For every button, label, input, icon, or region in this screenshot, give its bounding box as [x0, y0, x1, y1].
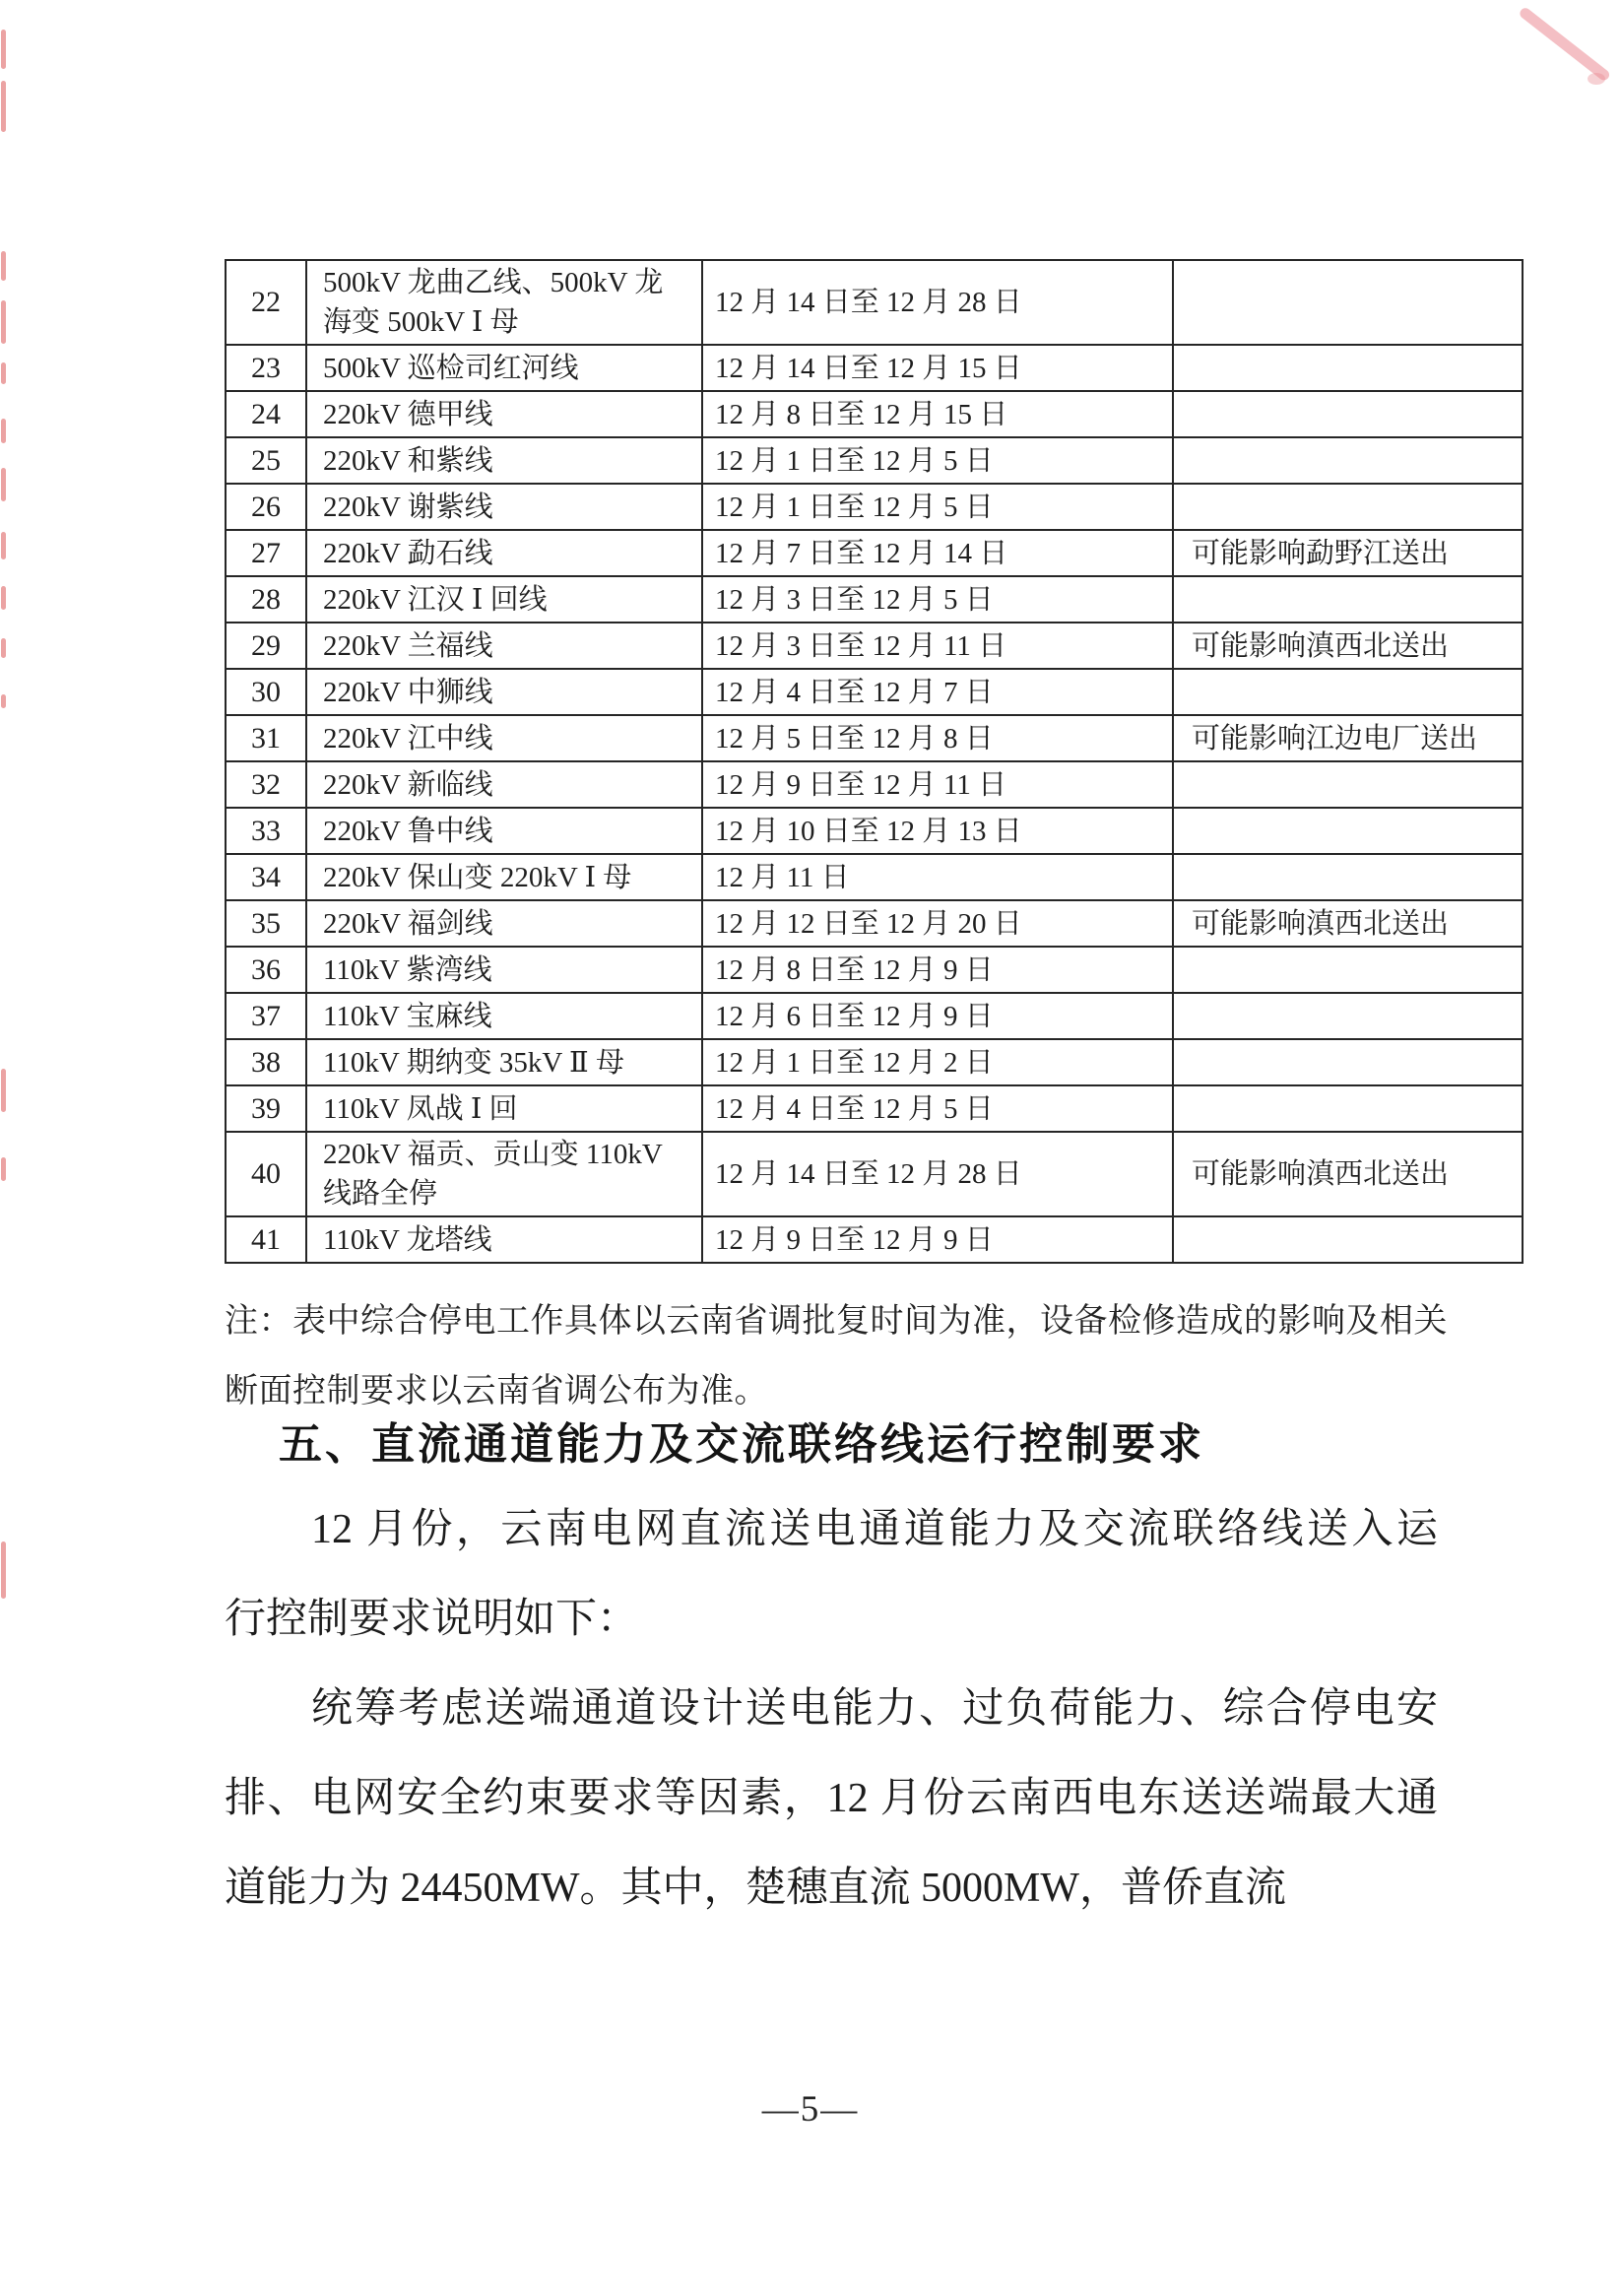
cell-impact-note: 可能影响滇西北送出 — [1173, 623, 1523, 669]
table-row — [226, 260, 1523, 345]
cell-line-name: 110kV 凤战 Ⅰ 回 — [306, 1085, 702, 1132]
body-paragraph-line: 道能力为 24450MW。其中，楚穗直流 5000MW，普侨直流 — [225, 1866, 1286, 1911]
cell-line-name: 220kV 谢紫线 — [306, 484, 702, 530]
cell-line-name: 220kV 保山变 220kV Ⅰ 母 — [306, 854, 702, 900]
scan-artifact — [1, 1542, 6, 1599]
cell-impact-note — [1173, 260, 1523, 345]
table-row — [226, 854, 1523, 900]
cell-row-number: 34 — [226, 854, 306, 900]
cell-outage-dates: 12 月 4 日至 12 月 5 日 — [702, 1085, 1173, 1132]
scan-artifact — [1, 81, 6, 132]
cell-impact-note — [1173, 947, 1523, 993]
page-number: —5— — [761, 2089, 860, 2130]
table-row — [226, 761, 1523, 808]
cell-impact-note — [1173, 808, 1523, 854]
cell-row-number: 30 — [226, 669, 306, 715]
section-heading: 五、直流通道能力及交流联络线运行控制要求 — [279, 1420, 1204, 1469]
cell-impact-note: 可能影响江边电厂送出 — [1173, 715, 1523, 761]
cell-line-name: 220kV 江汉 Ⅰ 回线 — [306, 576, 702, 623]
scan-artifact — [1, 468, 6, 501]
cell-outage-dates: 12 月 14 日至 12 月 28 日 — [702, 260, 1173, 345]
scan-artifact-streak — [1518, 6, 1611, 83]
cell-impact-note — [1173, 437, 1523, 484]
table-footnote-line: 断面控制要求以云南省调公布为准。 — [225, 1373, 768, 1410]
cell-row-number: 29 — [226, 623, 306, 669]
cell-outage-dates: 12 月 14 日至 12 月 28 日 — [702, 1132, 1173, 1216]
cell-outage-dates: 12 月 1 日至 12 月 5 日 — [702, 437, 1173, 484]
body-paragraph-line: 统筹考虑送端通道设计送电能力、过负荷能力、综合停电安 — [311, 1686, 1438, 1732]
scan-artifact — [1, 362, 6, 384]
cell-impact-note: 可能影响勐野江送出 — [1173, 530, 1523, 576]
cell-row-number: 27 — [226, 530, 306, 576]
cell-row-number: 37 — [226, 993, 306, 1039]
cell-row-number: 36 — [226, 947, 306, 993]
cell-line-name: 110kV 龙塔线 — [306, 1216, 702, 1263]
table-row — [226, 1216, 1523, 1263]
cell-outage-dates: 12 月 8 日至 12 月 15 日 — [702, 391, 1173, 437]
cell-impact-note: 可能影响滇西北送出 — [1173, 900, 1523, 947]
cell-outage-dates: 12 月 12 日至 12 月 20 日 — [702, 900, 1173, 947]
cell-line-name: 110kV 宝麻线 — [306, 993, 702, 1039]
cell-outage-dates: 12 月 11 日 — [702, 854, 1173, 900]
cell-impact-note — [1173, 391, 1523, 437]
body-paragraph-line: 12 月份，云南电网直流送电通道能力及交流联络线送入运 — [311, 1507, 1438, 1552]
cell-outage-dates: 12 月 9 日至 12 月 11 日 — [702, 761, 1173, 808]
cell-line-name: 220kV 勐石线 — [306, 530, 702, 576]
cell-line-name: 110kV 期纳变 35kV Ⅱ 母 — [306, 1039, 702, 1085]
cell-impact-note — [1173, 345, 1523, 391]
cell-row-number: 39 — [226, 1085, 306, 1132]
scan-artifact — [1, 586, 6, 610]
cell-outage-dates: 12 月 14 日至 12 月 15 日 — [702, 345, 1173, 391]
table-row — [226, 484, 1523, 530]
cell-row-number: 35 — [226, 900, 306, 947]
table-row — [226, 1039, 1523, 1085]
cell-row-number: 31 — [226, 715, 306, 761]
cell-row-number: 33 — [226, 808, 306, 854]
table-row — [226, 391, 1523, 437]
cell-line-name: 220kV 鲁中线 — [306, 808, 702, 854]
table-row — [226, 900, 1523, 947]
table-row — [226, 993, 1523, 1039]
scan-artifact — [1, 638, 6, 658]
cell-outage-dates: 12 月 4 日至 12 月 7 日 — [702, 669, 1173, 715]
table-row — [226, 715, 1523, 761]
cell-impact-note — [1173, 484, 1523, 530]
cell-row-number: 28 — [226, 576, 306, 623]
table-row — [226, 669, 1523, 715]
cell-impact-note — [1173, 854, 1523, 900]
table-row — [226, 1132, 1523, 1216]
outage-table-body — [226, 260, 1523, 1263]
scan-artifact — [1, 532, 6, 559]
scan-artifact — [1, 1157, 6, 1181]
table-row — [226, 947, 1523, 993]
cell-row-number: 41 — [226, 1216, 306, 1263]
scan-artifact — [1, 251, 6, 281]
outage-schedule-table — [225, 259, 1524, 1264]
cell-line-name: 220kV 新临线 — [306, 761, 702, 808]
cell-line-name: 220kV 福贡、贡山变 110kV 线路全停 — [306, 1132, 702, 1216]
cell-line-name: 220kV 中狮线 — [306, 669, 702, 715]
cell-row-number: 38 — [226, 1039, 306, 1085]
cell-impact-note — [1173, 1216, 1523, 1263]
cell-outage-dates: 12 月 9 日至 12 月 9 日 — [702, 1216, 1173, 1263]
body-paragraph-line: 行控制要求说明如下： — [225, 1597, 639, 1642]
cell-row-number: 25 — [226, 437, 306, 484]
table-row — [226, 437, 1523, 484]
table-footnote — [225, 1286, 1473, 1426]
cell-outage-dates: 12 月 6 日至 12 月 9 日 — [702, 993, 1173, 1039]
cell-line-name: 220kV 江中线 — [306, 715, 702, 761]
cell-line-name: 500kV 龙曲乙线、500kV 龙海变 500kV Ⅰ 母 — [306, 260, 702, 345]
scan-artifact-blob — [1588, 73, 1605, 85]
cell-line-name: 220kV 和紫线 — [306, 437, 702, 484]
cell-row-number: 24 — [226, 391, 306, 437]
scan-artifact — [1, 694, 6, 708]
cell-impact-note: 可能影响滇西北送出 — [1173, 1132, 1523, 1216]
table-row — [226, 345, 1523, 391]
cell-row-number: 26 — [226, 484, 306, 530]
cell-impact-note — [1173, 669, 1523, 715]
cell-line-name: 220kV 兰福线 — [306, 623, 702, 669]
cell-outage-dates: 12 月 7 日至 12 月 14 日 — [702, 530, 1173, 576]
cell-impact-note — [1173, 576, 1523, 623]
cell-row-number: 22 — [226, 260, 306, 345]
scan-artifact — [1, 30, 6, 69]
cell-outage-dates: 12 月 1 日至 12 月 5 日 — [702, 484, 1173, 530]
table-row — [226, 576, 1523, 623]
table-footnote-line: 注：表中综合停电工作具体以云南省调批复时间为准，设备检修造成的影响及相关 — [225, 1303, 1448, 1340]
cell-line-name: 220kV 德甲线 — [306, 391, 702, 437]
cell-outage-dates: 12 月 3 日至 12 月 5 日 — [702, 576, 1173, 623]
scan-artifact — [1, 419, 6, 443]
body-paragraph-line: 排、电网安全约束要求等因素，12 月份云南西电东送送端最大通 — [225, 1776, 1438, 1821]
cell-outage-dates: 12 月 8 日至 12 月 9 日 — [702, 947, 1173, 993]
cell-row-number: 40 — [226, 1132, 306, 1216]
cell-line-name: 220kV 福剑线 — [306, 900, 702, 947]
table-row — [226, 808, 1523, 854]
scan-artifact — [1, 300, 6, 344]
body-paragraphs — [225, 1485, 1438, 1934]
cell-outage-dates: 12 月 3 日至 12 月 11 日 — [702, 623, 1173, 669]
cell-line-name: 500kV 巡检司红河线 — [306, 345, 702, 391]
cell-line-name: 110kV 紫湾线 — [306, 947, 702, 993]
cell-outage-dates: 12 月 1 日至 12 月 2 日 — [702, 1039, 1173, 1085]
cell-impact-note — [1173, 1039, 1523, 1085]
cell-impact-note — [1173, 761, 1523, 808]
cell-outage-dates: 12 月 5 日至 12 月 8 日 — [702, 715, 1173, 761]
table-row — [226, 1085, 1523, 1132]
cell-outage-dates: 12 月 10 日至 12 月 13 日 — [702, 808, 1173, 854]
table-row — [226, 530, 1523, 576]
table-row — [226, 623, 1523, 669]
cell-row-number: 32 — [226, 761, 306, 808]
cell-row-number: 23 — [226, 345, 306, 391]
cell-impact-note — [1173, 1085, 1523, 1132]
scan-artifact — [1, 1069, 6, 1112]
cell-impact-note — [1173, 993, 1523, 1039]
